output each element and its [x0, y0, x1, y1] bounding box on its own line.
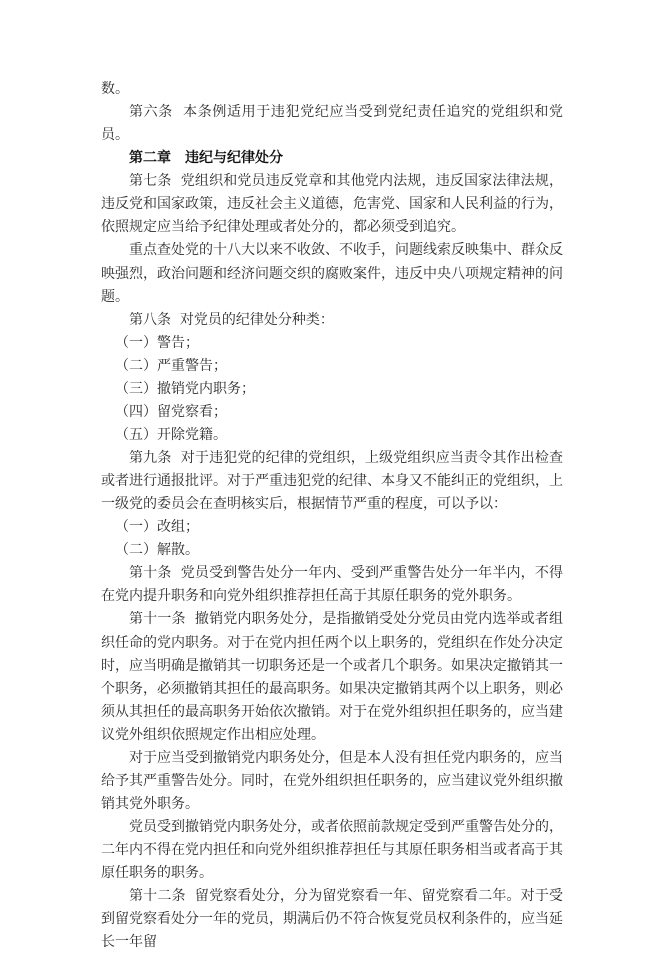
document-page [101, 78, 563, 954]
chapter-title: 违纪与纪律处分 [185, 150, 283, 167]
list-item: （三）撤销党内职务； [115, 380, 255, 397]
article-8 [101, 309, 563, 332]
article-text: 本条例适用于违犯党纪应当受到党纪责任追究的党组织和党员。 [101, 104, 564, 144]
article-label: 第十一条 [129, 611, 186, 628]
chapter-label: 第二章 [129, 150, 171, 167]
article-label: 第七条 [129, 173, 172, 190]
article-label: 第九条 [129, 450, 172, 466]
article-7 [101, 170, 563, 239]
paragraph-body: 重点查处党的十八大以来不收敛、不收手，问题线索反映集中、群众反映强烈，政治问题和经济问题交织的腐败案件，违反中央八项规定精神的问题。 [101, 242, 563, 305]
article-12 [101, 885, 563, 954]
article-10 [101, 562, 563, 608]
list-item: （一）改组； [115, 519, 199, 536]
list-item: （五）开除党籍。 [115, 426, 227, 443]
article-text: 对于违犯党的纪律的党组织，上级党组织应当责令其作出检查或者进行通报批评。对于严重违犯党的纪律、本身又不能纠正的党组织，上一级党的委员会在查明核实后，根据情节严重的程度，可以予以： [101, 450, 564, 513]
article-text: 党员受到警告处分一年内、受到严重警告处分一年半内，不得在党内提升职务和向党外组织推荐担任高于其原任职务的党外职务。 [101, 565, 564, 605]
list-item: （二）严重警告； [115, 357, 227, 374]
paragraph-body: 党员受到撤销党内职务处分，或者依照前款规定受到严重警告处分的，二年内不得在党内担任和向党外组织推荐担任与其原任职务相当或者高于其原任职务的职务。 [101, 819, 563, 882]
list-item: （二）解散。 [115, 542, 199, 559]
article-label: 第十条 [129, 565, 172, 582]
article-9 [101, 447, 563, 516]
article-6 [101, 101, 563, 147]
article-text: 留党察看处分，分为留党察看一年、留党察看二年。对于受到留党察看处分一年的党员，期满后仍不符合恢复党员权利条件的，应当延长一年留 [101, 888, 564, 951]
article-label: 第八条 [129, 311, 171, 328]
article-text: 对党员的纪律处分种类： [179, 311, 334, 328]
list-item: （一）警告； [115, 334, 199, 351]
article-text: 党组织和党员违反党章和其他党内法规，违反国家法律法规，违反党和国家政策，违反社会主义道德，危害党、国家和人民利益的行为，依照规定应当给予纪律处理或者处分的，都必须受到追究。 [101, 173, 564, 236]
article-label: 第六条 [129, 104, 173, 121]
list-item: （四）留党察看； [115, 403, 227, 420]
paragraph-body: 对于应当受到撤销党内职务处分，但是本人没有担任党内职务的，应当给予其严重警告处分。同时，在党外组织担任职务的，应当建议党外组织撤销其党外职务。 [101, 749, 563, 812]
article-11 [101, 608, 563, 746]
article-text: 撤销党内职务处分，是指撤销受处分党员由党内选举或者组织任命的党内职务。对于在党内担任两个以上职务的，党组织在作处分决定时，应当明确是撤销其一切职务还是一个或者几个职务。如果决定撤销其一个职务，必须撤销其担任的最高职务。如果决定撤销其两个以上职务，则必须从其担任的最高职务开始依次撤销。对于在党外组织担任职务的，应当建议党外组织依照规定作出相应处理。 [101, 611, 564, 743]
chapter-heading [101, 147, 563, 170]
article-label: 第十二条 [129, 888, 186, 905]
paragraph-continuation: 数。 [101, 81, 129, 97]
